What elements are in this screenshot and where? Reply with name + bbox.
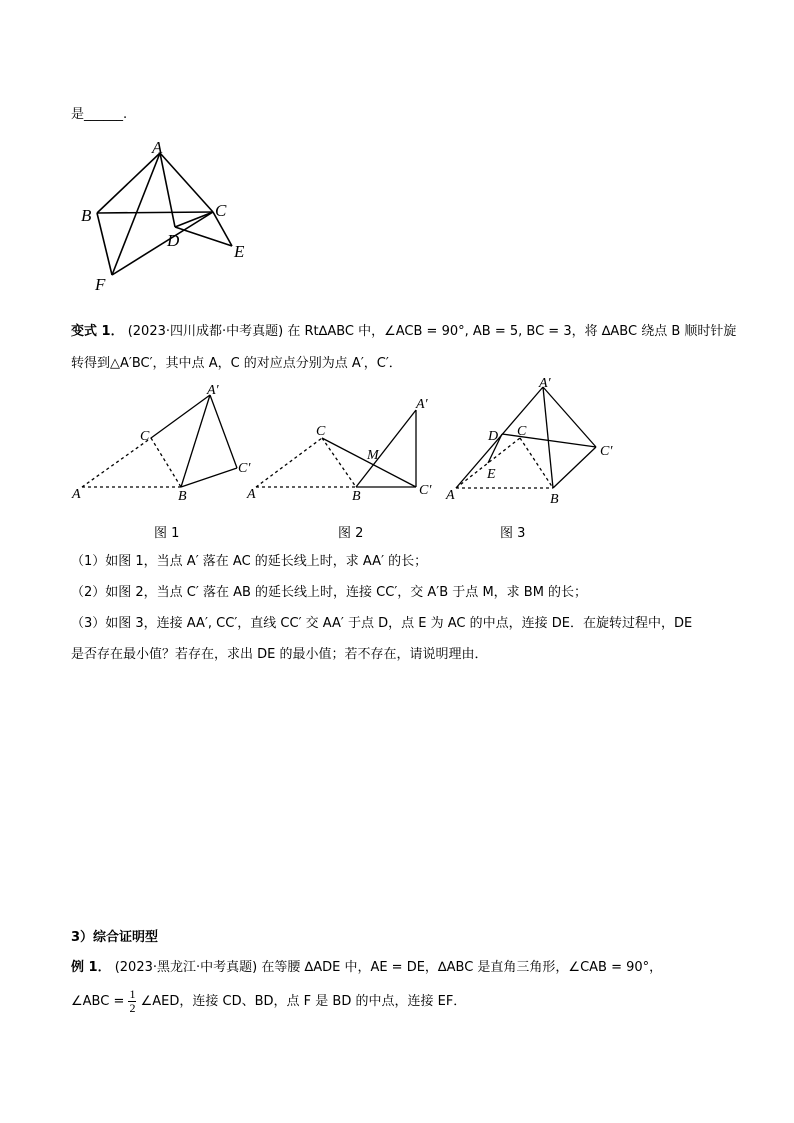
example-title: 例 1． (71, 960, 111, 975)
fig3-label-C: C (517, 424, 527, 439)
label-B: B (81, 206, 92, 225)
fig2-label-C: C (316, 424, 326, 439)
fig3-label-D: D (488, 429, 499, 444)
fig1-label-A: A (72, 487, 81, 502)
example-source: (2023·黑龙江·中考真题) (114, 960, 258, 975)
example-text-2-pre: ∠ABC = (71, 994, 125, 1009)
label-F: F (95, 275, 106, 294)
figure-0 (70, 138, 270, 294)
question-1: （1）如图 1，当点 A′ 落在 AC 的延长线上时，求 AA′ 的长； (71, 554, 428, 569)
fraction-one-half (128, 988, 136, 1015)
fig3-label-A: A (446, 488, 455, 503)
variant-text-1: 在 Rt∆ABC 中，∠ACB = 90°, AB = 5, BC = 3，将 ∆ABC 绕点 B 顺时针旋 (287, 324, 737, 339)
fig1-label-B: B (178, 489, 187, 504)
fig3-label-B: B (550, 492, 559, 507)
label-C: C (215, 201, 227, 220)
fig1-label-C: C (140, 429, 150, 444)
example-line-1 (71, 956, 662, 975)
variant-line-2: 转得到△A′BC′，其中点 A，C 的对应点分别为点 A′，C′． (71, 356, 402, 371)
top-line: 是______. (71, 107, 128, 122)
fig1-label-A-prime: A′ (207, 383, 219, 398)
fig2-label-C-prime: C′ (419, 483, 432, 498)
variant-source: (2023·四川成都·中考真题) (127, 324, 284, 339)
fig3-label-A-prime: A′ (539, 376, 551, 391)
fig3-label-C-prime: C′ (600, 444, 613, 459)
fraction-numerator: 1 (129, 987, 136, 1001)
variant-line-1 (71, 320, 736, 339)
caption-fig-3: 图 3 (500, 526, 526, 541)
fig2-label-M: M (367, 448, 379, 463)
example-text-2-post: ∠AED，连接 CD、BD，点 F 是 BD 的中点，连接 EF． (140, 994, 467, 1009)
section-heading: 3）综合证明型 (71, 930, 159, 945)
fig2-label-B: B (352, 489, 361, 504)
example-text-1: 在等腰 ∆ADE 中，AE = DE，∆ABC 是直角三角形，∠CAB = 90°， (261, 960, 663, 975)
question-3-line-2: 是否存在最小值？若存在，求出 DE 的最小值；若不存在，请说明理由． (71, 647, 488, 662)
figure-2 (244, 380, 444, 510)
question-3-line-1: （3）如图 3，连接 AA′, CC′，直线 CC′ 交 AA′ 于点 D，点 E 为 AC 的中点，连接 DE．在旋转过程中，DE (71, 616, 693, 631)
fig2-label-A-prime: A′ (416, 397, 428, 412)
variant-title: 变式 1． (71, 324, 124, 339)
fig2-label-A: A (247, 487, 256, 502)
fig3-label-E: E (487, 467, 496, 482)
figure-1 (70, 380, 270, 510)
label-E: E (234, 242, 245, 261)
label-D: D (167, 231, 180, 250)
fraction-denominator: 2 (129, 1001, 136, 1015)
question-2: （2）如图 2，当点 C′ 落在 AB 的延长线上时，连接 CC′，交 A′B 于点 M，求 BM 的长； (71, 585, 588, 600)
caption-fig-1: 图 1 (154, 526, 180, 541)
caption-fig-2: 图 2 (338, 526, 364, 541)
example-line-2 (71, 988, 466, 1016)
figure-3 (446, 372, 646, 512)
label-A: A (152, 138, 163, 157)
fig1-label-C-prime: C′ (238, 461, 251, 476)
